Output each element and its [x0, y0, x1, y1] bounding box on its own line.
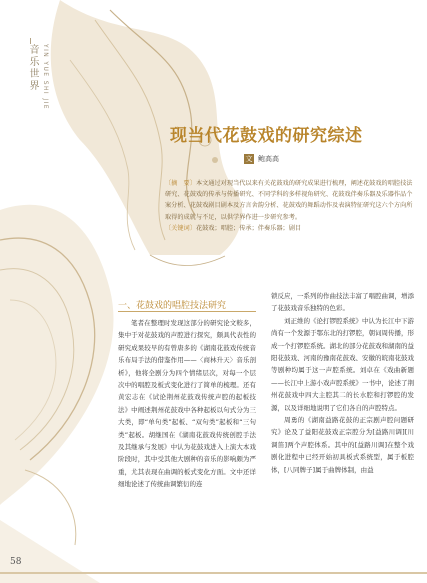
column-label: 音乐世界	[27, 44, 38, 92]
page-number: 58	[10, 557, 22, 567]
article-title: 现当代花鼓戏的研究综述	[170, 126, 363, 146]
page-footer-rule	[0, 572, 427, 574]
body-column-left	[118, 317, 256, 491]
author-badge: 文	[245, 155, 253, 163]
body-paragraph: 周勇的《湖南益路花鼓的正宗剧声腔问题研究》论及了益阳花鼓戏正宗腔分为[益路川调][川调笛]两个声腔体系。其中的[益路川调]在整个戏剧化进程中已经开始初具板式系统型，属于板腔体，[八同牌子]属于曲牌体制，由益	[271, 416, 414, 474]
keywords-text: 花鼓戏；唱腔；传承；伴奏乐器；剧目	[195, 224, 302, 232]
body-paragraph: 刘正维的《论打锣腔系统》中认为长江中下游尚有一个发源于鄂东北的打锣腔，朝词周传播，形成一个打锣腔系统。湖北的部分花鼓戏和湖南的益阳花鼓戏、河南的豫南花鼓戏、安徽的皖南花鼓戏等剧种均属于这一声腔系统。刘卓在《戏曲新题——长江中上游小戏声腔系统》一书中，论述了荆州花鼓戏中四大主腔其二的长水腔和打锣腔的发源，以及详细地说明了它们各自的声腔特点。	[271, 316, 414, 412]
body-column-right	[271, 290, 414, 476]
abstract-block	[165, 178, 413, 234]
body-paragraph: 锁反应，一系列的作曲技法丰富了唱腔曲调，增添了花鼓戏音乐独特的色彩。	[271, 292, 414, 313]
author-name: 鲍高高	[258, 155, 279, 163]
column-pinyin: YIN YUE SHI JIE	[42, 44, 49, 110]
section-heading: 一、花鼓戏的唱腔技法研究	[118, 301, 227, 311]
author-line	[244, 153, 279, 165]
keywords-tag: 〔关键词〕	[165, 224, 196, 232]
section-heading-rule	[118, 311, 256, 312]
abstract-text: 本文通过对现当代以来有关花鼓戏的研究成果进行梳理，阐述花鼓戏的唱腔技法研究、花鼓戏的传承与传播研究、不同学科的多样视角研究、花鼓戏伴奏乐器及乐器作品个案分析、花鼓戏剧目剧本及方言舍韵分析、花鼓戏的舞蹈动作及表演特征研究这六个方向所取得的成就与不足，以供学界作进一步研究参考。	[165, 180, 413, 221]
abstract-tag: 〔摘 要〕	[165, 180, 196, 187]
body-paragraph: 笔者在整理时发现这部分的研究论文較多，集中于对花鼓戏的声腔进行探究，颇具代表性的研究成果较早的有曾唐多的《湖南花鼓戏传统音乐布局手法的借鉴作用——〈商林升天〉音乐剖析》，他将全剧分为四个情绪层次，对每一个层次中的唱腔及板式变化进行了简单的梳理。还有黄宏志在《试论荆州花鼓戏传统声腔的起板技法》中阐述荆州花鼓戏中各种起板以句式分为三大类，即“单句类”起板、“双句类”起板和“三句类”起板。胡继国在《湖南花鼓戏传统创腔手法及其继承与发展》中认为花鼓戏进入上演大本戏阶段时，其中受其他大剧种的音乐的影响颇为严重，尤其表现在曲调的板式变化方面。文中还详细地论述了传统曲调繁衍的连	[118, 319, 256, 489]
